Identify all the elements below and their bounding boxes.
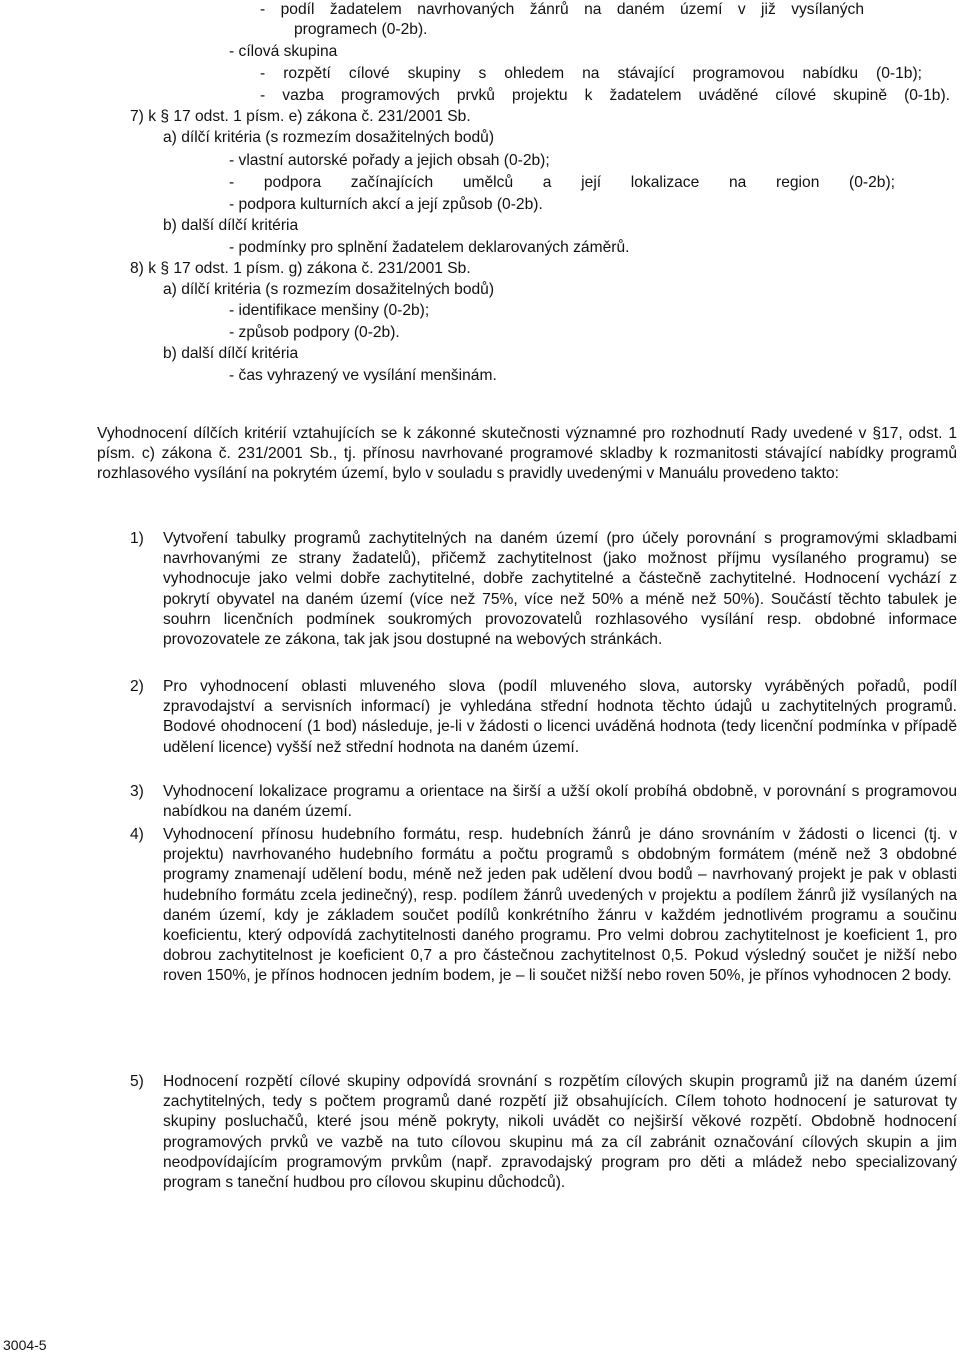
item-number: 3)	[130, 783, 144, 800]
list-line: a) dílčí kritéria (s rozmezím dosažitelných bodů)	[163, 129, 495, 146]
list-line: a) dílčí kritéria (s rozmezím dosažitelných bodů)	[163, 281, 495, 298]
item-text: Hodnocení rozpětí cílové skupiny odpovídá srovnání s rozpětím cílových skupin programů již na daném území zachytitelných, tedy s počtem programů dané rozpětí již obsahujících. Cílem tohoto hodnocení je saturovat ty skupiny posluchačů, které jsou méně pokryty, nikoli uvádět co nejširší věkové rozpětí. Obdobně hodnocení programových prvků ve vazbě na tuto cílovou skupinu má za cíl zabránit označování cílových skupin a jim neodpovídajícím programovým prvkům (např. zpravodajský program pro děti a mládež nebo specializovaný program s taneční hudbou pro cílovou skupinu důchodců).	[163, 1073, 957, 1192]
list-line: - rozpětí cílové skupiny s ohledem na stávající programovou nabídku (0-1b);	[260, 65, 922, 82]
section-heading-7: 7) k § 17 odst. 1 písm. e) zákona č. 231/2001 Sb.	[130, 108, 471, 125]
list-line: - cílová skupina	[229, 43, 338, 60]
item-text: Vyhodnocení přínosu hudebního formátu, resp. hudebních žánrů je dáno srovnáním v žádosti o licenci (tj. v projektu) navrhovaného hudebního formátu a počtu programů s obdobným formátem (méně než 3 obdobné programy znamenají udělení bodu, méně než jeden pak udělení dvou bodů – navrhovaný projekt je pak v oblasti hudebního formátu zcela jedinečný), resp. podílem žánrů uvedených v projektu a podílem žánrů již vysílaných na daném území, kdy je základem součet podílů konkrétního žánru v každém jednotlivém programu a součinu koeficientu, který odpovídá zachytitelnosti daného programu. Pro velmi dobrou zachytitelnost je koeficient 1, pro dobrou zachytitelnost je koeficient 0,7 a pro částečnou zachytitelnost 0,5. Pokud výsledný součet je nižší nebo roven 150%, je přínos hodnocen jedním bodem, je – li součet nižší nebo roven 50%, je přínos vyhodnocen 2 body.	[163, 826, 957, 985]
item-number: 4)	[130, 826, 144, 843]
item-number: 5)	[130, 1073, 144, 1090]
list-line: b) další dílčí kritéria	[163, 217, 299, 234]
list-line: b) další dílčí kritéria	[163, 345, 299, 362]
list-line: - podmínky pro splnění žadatelem deklarovaných záměrů.	[229, 239, 630, 256]
item-text: Pro vyhodnocení oblasti mluveného slova (podíl mluveného slova, autorsky vyráběných pořadů, podíl zpravodajství a servisních informací) je vyhledána střední hodnota těchto údajů u zachytitelných programů. Bodové ohodnocení (1 bod) následuje, je-li v žádosti o licenci uváděná hodnota (tedy licenční podmínka v případě udělení licence) vyšší než střední hodnota na daném území.	[163, 678, 957, 756]
list-line: - podpora začínajících umělců a její lokalizace na region (0-2b);	[229, 174, 895, 191]
section-heading-8: 8) k § 17 odst. 1 písm. g) zákona č. 231/2001 Sb.	[130, 260, 471, 277]
list-line: - podíl žadatelem navrhovaných žánrů na daném území v již vysílaných	[260, 1, 864, 18]
item-number: 2)	[130, 678, 144, 695]
list-line: - čas vyhrazený ve vysílání menšinám.	[229, 367, 497, 384]
item-text: Vytvoření tabulky programů zachytitelných na daném území (pro účely porovnání s programovými skladbami navrhovanými ze strany žadatelů), přičemž zachytitelnost (jako možnost příjmu vysílaného programu) se vyhodnocuje jako velmi dobře zachytitelné, dobře zachytitelné a částečně zachytitelné. Hodnocení vychází z pokrytí obyvatel na daném území (více než 75%, více než 50% a méně než 50%). Součástí těchto tabulek je souhrn licenčních podmínek soukromých provozovatelů rozhlasového vysílání resp. obdobné informace provozovatele ze zákona, tak jak jsou dostupné na webových stránkách.	[163, 530, 957, 649]
list-line: programech (0-2b).	[294, 21, 428, 38]
item-number: 1)	[130, 530, 144, 547]
list-line: - vazba programových prvků projektu k žadatelem uváděné cílové skupině (0-1b).	[260, 87, 950, 104]
list-line: - identifikace menšiny (0-2b);	[229, 302, 430, 319]
page-number: 3004-5	[3, 1337, 47, 1353]
intro-paragraph: Vyhodnocení dílčích kritérií vztahujících se k zákonné skutečnosti významné pro rozhodnutí Rady uvedené v §17, odst. 1 písm. c) zákona č. 231/2001 Sb., tj. přínosu navrhované programové skladby k rozmanitosti stávající nabídky programů rozhlasového vysílání na pokrytém území, bylo v souladu s pravidly uvedenými v Manuálu provedeno takto:	[97, 425, 957, 483]
list-line: - způsob podpory (0-2b).	[229, 324, 400, 341]
list-line: - podpora kulturních akcí a její způsob (0-2b).	[229, 196, 543, 213]
list-line: - vlastní autorské pořady a jejich obsah (0-2b);	[229, 152, 550, 169]
item-text: Vyhodnocení lokalizace programu a orientace na širší a užší okolí probíhá obdobně, v porovnání s programovou nabídkou na daném území.	[163, 783, 957, 821]
